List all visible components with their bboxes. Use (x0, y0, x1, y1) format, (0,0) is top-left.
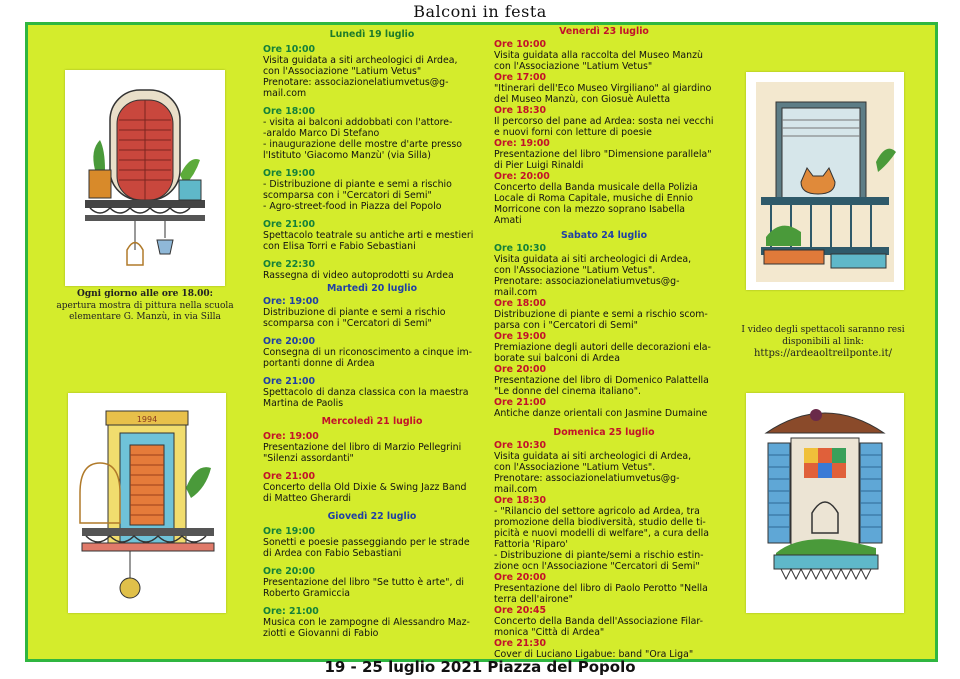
event-description: Presentazione del libro di Marzio Pellegrini "Silenzi assordanti" (263, 442, 462, 464)
event-item (263, 336, 481, 369)
video-note-line2: disponibili al link: (782, 336, 864, 347)
daily-exhibition-note (50, 289, 240, 324)
day-heading-monday: Lunedì 19 luglio (329, 29, 415, 40)
event-description: - "Rilancio del settore agricolo ad Ardea, tra promozione della biodiversità, studio delle ti- picità e nuovi modelli di welfare", a cura della Fattoria 'Riparo' - Distribuzione di piante/semi a rischio estin- zione ocn l'Associazione "Cercatori di Semi" (494, 506, 709, 572)
event-time: Ore 10:00 (494, 39, 547, 50)
event-time: Ore 20:00 (263, 336, 316, 347)
event-description: Presentazione del libro di Domenico Palattella "Le donne del cinema italiano". (494, 375, 709, 397)
event-description: Premiazione degli autori delle decorazioni ela- borate sui balconi di Ardea (494, 342, 711, 364)
event-item (263, 471, 481, 504)
event-description: "Itinerari dell'Eco Museo Virgiliano" al giardino del Museo Manzù, con Giosuè Auletta (494, 83, 712, 105)
event-time: Ore 18:00 (263, 106, 316, 117)
event-time: Ore 10:00 (263, 44, 316, 55)
event-item (263, 566, 481, 599)
event-item (494, 243, 714, 298)
event-item (494, 397, 714, 419)
event-time: Ore 21:30 (494, 638, 547, 649)
balcony-illustration-red-shutters (65, 70, 225, 286)
event-time: Ore 18:00 (494, 298, 547, 309)
event-time: Ore 21:00 (263, 471, 316, 482)
event-time: Ore 20:00 (494, 364, 547, 375)
page-title: Balconi in festa (413, 2, 547, 21)
event-dates-footer: 19 - 25 luglio 2021 Piazza del Popolo (324, 658, 636, 676)
event-item (494, 440, 714, 495)
event-description: Spettacolo teatrale su antiche arti e mestieri con Elisa Torri e Fabio Sebastiani (263, 230, 474, 252)
event-time: Ore 19:00 (263, 526, 316, 537)
event-item (263, 296, 481, 329)
event-time: Ore 18:30 (494, 495, 547, 506)
day-heading-thursday: Giovedì 22 luglio (327, 511, 417, 522)
event-time: Ore 10:30 (494, 440, 547, 451)
event-item (263, 431, 481, 464)
event-description: Concerto della Banda musicale della Polizia Locale di Roma Capitale, musiche di Ennio Morricone con la mezzo soprano Isabella Amati (494, 182, 698, 226)
event-item (494, 638, 714, 660)
event-time: Ore 21:00 (494, 397, 547, 408)
daily-exhibition-line2: elementare G. Manzù, in via Silla (69, 312, 221, 322)
event-item (494, 364, 714, 397)
event-description: Visita guidata ai siti archeologici di Ardea, con l'Associazione "Latium Vetus". Prenotare: associazionelatiumvetus@g- mail.com (494, 451, 692, 495)
day-heading-tuesday: Martedì 20 luglio (326, 283, 418, 294)
schedule-column-right (494, 25, 714, 660)
event-time: Ore: 20:00 (494, 171, 550, 182)
schedule-column-left (263, 27, 481, 646)
daily-exhibition-line1: apertura mostra di pittura nella scuola (56, 300, 234, 311)
event-time: Ore 10:30 (494, 243, 547, 254)
event-description: Musica con le zampogne di Alessandro Maz- ziotti e Giovanni di Fabio (263, 617, 470, 639)
event-item (494, 72, 714, 105)
video-link[interactable]: https://ardeaoltreilponte.it/ (753, 348, 893, 359)
event-description: Il percorso del pane ad Ardea: sosta nei vecchi e nuovi forni con letture di poesie (494, 116, 714, 138)
event-description: Cover di Luciano Ligabue: band "Ora Liga" (494, 649, 694, 660)
event-time: Ore 19:00 (494, 331, 547, 342)
event-item (263, 526, 481, 559)
event-time: Ore: 19:00 (494, 138, 550, 149)
event-item (263, 106, 481, 161)
event-description: Presentazione del libro "Se tutto è arte", di Roberto Gramiccia (263, 577, 465, 599)
svg-text:1994: 1994 (136, 415, 158, 424)
event-description: Sonetti e poesie passeggiando per le strade di Ardea con Fabio Sebastiani (263, 537, 470, 559)
event-description: - Distribuzione di piante e semi a rischio scomparsa con i "Cercatori di Semi" - Agro-street-food in Piazza del Popolo (263, 179, 452, 212)
day-heading-friday: Venerdì 23 luglio (559, 26, 649, 37)
event-time: Ore 17:00 (494, 72, 547, 83)
daily-exhibition-heading: Ogni giorno alle ore 18.00: (76, 289, 213, 299)
event-description: Spettacolo di danza classica con la maestra Martina de Paolis (263, 387, 469, 409)
event-item (494, 572, 714, 605)
program-panel (25, 22, 938, 662)
event-item (494, 331, 714, 364)
balcony-illustration-cat (746, 72, 904, 290)
day-heading-sunday: Domenica 25 luglio (553, 427, 655, 438)
event-item (494, 105, 714, 138)
event-description: Visita guidata alla raccolta del Museo Manzù con l'Associazione "Latium Vetus" (494, 50, 703, 72)
event-item (494, 605, 714, 638)
event-item (263, 44, 481, 99)
video-note-line1: I video degli spettacoli saranno resi (741, 325, 905, 335)
balcony-illustration-blue-shutters (746, 393, 904, 613)
event-time: Ore 21:00 (263, 376, 316, 387)
event-description: Concerto della Banda dell'Associazione Filar- monica "Città di Ardea" (494, 616, 704, 638)
event-description: Visita guidata a siti archeologici di Ardea, con l'Associazione "Latium Vetus" Prenotare: associazionelatiumvetus@g- mail.com (263, 55, 458, 99)
event-item (494, 138, 714, 171)
event-item (494, 495, 714, 572)
balcony-illustration-yellow-door (68, 393, 226, 613)
event-time: Ore 22:30 (263, 259, 316, 270)
event-item (494, 171, 714, 226)
event-time: Ore 18:30 (494, 105, 547, 116)
event-description: Presentazione del libro di Paolo Perotto "Nella terra dell'airone" (494, 583, 708, 605)
event-item (263, 168, 481, 212)
event-description: Antiche danze orientali con Jasmine Dumaine (494, 408, 708, 419)
event-description: Visita guidata ai siti archeologici di Ardea, con l'Associazione "Latium Vetus". Prenotare: associazionelatiumvetus@g- mail.com (494, 254, 692, 298)
day-heading-wednesday: Mercoledì 21 luglio (321, 416, 423, 427)
day-heading-saturday: Sabato 24 luglio (560, 230, 648, 241)
event-item (263, 259, 481, 281)
event-time: Ore 20:45 (494, 605, 547, 616)
event-description: - visita ai balconi addobbati con l'attore- -araldo Marco Di Stefano - inaugurazione delle mostre d'arte presso l'Istituto 'Giacomo Manzù' (via Silla) (263, 117, 462, 161)
video-availability-note (728, 325, 918, 360)
event-item (263, 219, 481, 252)
event-time: Ore: 19:00 (263, 431, 319, 442)
event-time: Ore 20:00 (263, 566, 316, 577)
event-time: Ore 20:00 (494, 572, 547, 583)
event-time: Ore 19:00 (263, 168, 316, 179)
event-description: Concerto della Old Dixie & Swing Jazz Band di Matteo Gherardi (263, 482, 467, 504)
event-description: Rassegna di video autoprodotti su Ardea (263, 270, 454, 281)
event-time: Ore 21:00 (263, 219, 316, 230)
event-item (263, 606, 481, 639)
event-item (263, 376, 481, 409)
event-item (494, 298, 714, 331)
event-description: Distribuzione di piante e semi a rischio scomparsa con i "Cercatori di Semi" (263, 307, 446, 329)
event-item (494, 39, 714, 72)
event-time: Ore: 19:00 (263, 296, 319, 307)
event-description: Distribuzione di piante e semi a rischio scom- parsa con i "Cercatori di Semi" (494, 309, 708, 331)
event-description: Consegna di un riconoscimento a cinque im- portanti donne di Ardea (263, 347, 472, 369)
event-time: Ore: 21:00 (263, 606, 319, 617)
event-description: Presentazione del libro "Dimensione parallela" di Pier Luigi Rinaldi (494, 149, 712, 171)
